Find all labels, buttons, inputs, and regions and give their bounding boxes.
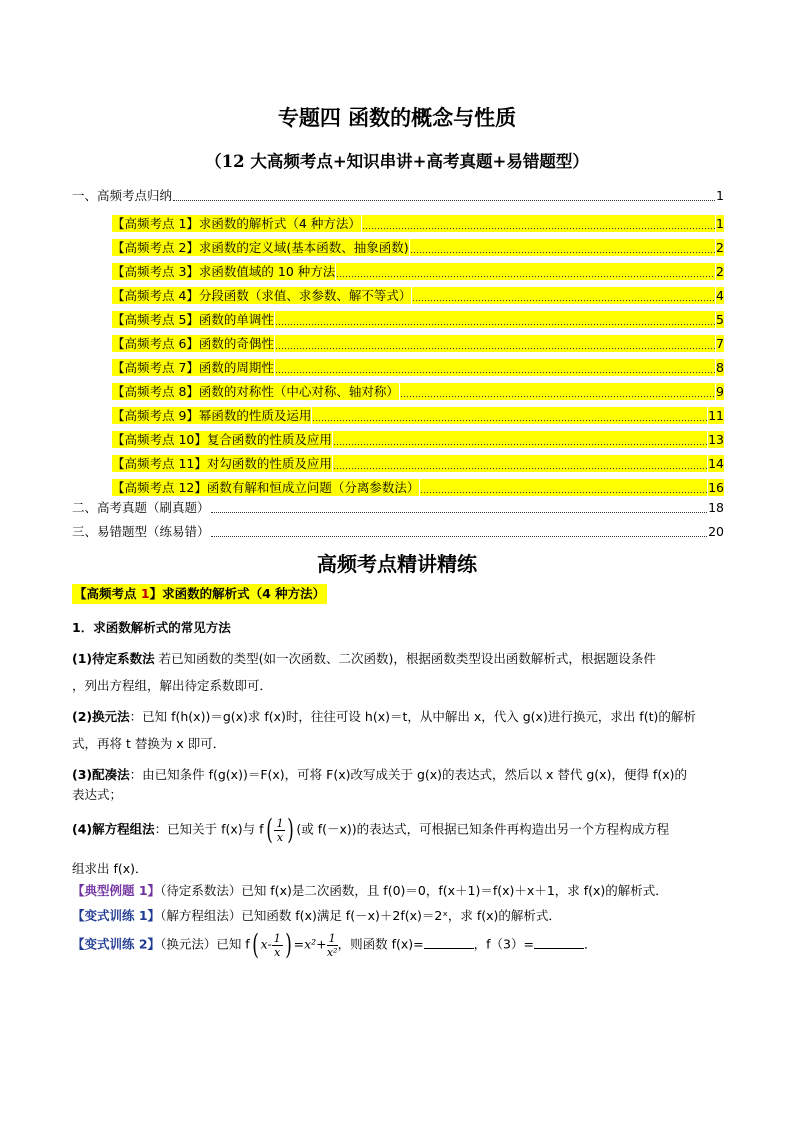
toc-label: 【高频考点 3】求函数值域的 10 种方法: [112, 264, 336, 279]
toc-subitem[interactable]: [72, 232, 724, 256]
example-1-label: 【典型例题 1】: [72, 883, 161, 898]
method-1-cont: ，列出方程组，解出待定系数即可．: [72, 678, 273, 693]
variant-2-label: 【变式训练 2】: [72, 936, 161, 952]
toc-label: 【高频考点 1】求函数的解析式（4 种方法）: [112, 216, 361, 231]
toc-subitem[interactable]: [72, 256, 724, 280]
toc-label: 【高频考点 11】对勾函数的性质及应用: [112, 456, 332, 471]
toc-label: 二、高考真题（刷真题）: [72, 500, 210, 515]
toc-subitem[interactable]: [72, 280, 724, 304]
toc-page-number: 2: [716, 240, 724, 255]
method-3-name: (3)配凑法: [72, 767, 130, 782]
left-paren-2: (: [251, 928, 259, 961]
toc-label: 一、高频考点归纳: [72, 188, 173, 203]
fraction-numerator-2: 1: [273, 931, 281, 945]
method-4-pre: ：已知关于 f(x)与 f: [154, 821, 264, 837]
toc-label: 三、易错题型（练易错）: [72, 524, 210, 539]
toc-page-number: 4: [716, 288, 724, 303]
toc-page-number: 1: [716, 216, 724, 231]
toc-page-number: 14: [708, 456, 724, 471]
topic-heading-suffix: 】求函数的解析式（4 种方法）: [149, 586, 326, 601]
toc-page-number: 16: [708, 480, 724, 495]
variant-2-post1: ，则函数 f(x)=: [337, 936, 424, 952]
toc-leader-dots: [275, 359, 715, 376]
toc-item[interactable]: [72, 520, 724, 544]
section-title: 高频考点精讲精练: [317, 552, 477, 576]
toc-leader-dots: [410, 239, 715, 256]
method-1: [72, 649, 724, 669]
right-paren: ): [287, 813, 295, 846]
method-4-name: (4)解方程组法: [72, 821, 155, 837]
toc-leader-dots: [211, 511, 708, 513]
toc-page-number: 20: [708, 524, 724, 539]
toc-page-number: 11: [708, 408, 724, 423]
method-2-text: ：已知 f(h(x))＝g(x)求 f(x)时，往往可设 h(x)＝t，从中解出 x，代入 g(x)进行换元，求出 f(t)的解析: [129, 709, 696, 724]
toc-label: 【高频考点 9】幂函数的性质及运用: [112, 408, 312, 423]
toc-leader-dots: [400, 383, 715, 400]
toc-label: 【高频考点 12】函数有解和恒成立问题（分离参数法）: [112, 480, 420, 495]
toc-leader-dots: [211, 535, 708, 537]
fraction-one-over-x-squared: [327, 932, 338, 959]
example-1: [72, 881, 724, 901]
toc-leader-dots: [312, 407, 707, 424]
fraction-one-over-x-2: [272, 932, 283, 959]
method-4-post: (或 f(－x))的表达式，可根据已知条件再构造出另一个方程构成方程: [296, 821, 670, 837]
toc-item[interactable]: [72, 496, 724, 520]
toc-subitem[interactable]: [72, 304, 724, 328]
left-paren: (: [265, 813, 273, 846]
toc-label: 【高频考点 10】复合函数的性质及应用: [112, 432, 332, 447]
toc-label: 【高频考点 6】函数的奇偶性: [112, 336, 274, 351]
method-3-text: ：由已知条件 f(g(x))＝F(x)，可将 F(x)改写成关于 g(x)的表达式，然后以 x 替代 g(x)，便得 f(x)的: [129, 767, 687, 782]
toc-subitem[interactable]: [72, 424, 724, 448]
toc-page-number: 2: [716, 264, 724, 279]
toc-leader-dots: [173, 199, 715, 201]
toc-subitem[interactable]: [72, 400, 724, 424]
topic-heading-prefix: 【高频考点: [74, 586, 141, 601]
toc-page-number: 7: [716, 336, 724, 351]
method-3: [72, 765, 724, 785]
toc-subitem[interactable]: [72, 352, 724, 376]
toc-label: 【高频考点 7】函数的周期性: [112, 360, 274, 375]
fraction-denominator: x: [276, 830, 284, 844]
toc-subitem[interactable]: [72, 376, 724, 400]
method-2-name: (2)换元法: [72, 709, 130, 724]
variant-2-pre: （换元法）已知 f: [160, 936, 250, 952]
method-2: [72, 707, 724, 727]
toc-leader-dots: [412, 287, 715, 304]
toc-subitem[interactable]: [72, 328, 724, 352]
variant-1: [72, 906, 724, 926]
toc-leader-dots: [275, 335, 715, 352]
variant-1-label: 【变式训练 1】: [72, 908, 161, 923]
variant-2-inner: x-: [260, 936, 272, 952]
toc-page-number: 1: [716, 188, 724, 203]
method-4: [72, 815, 724, 845]
method-4-cont: 组求出 f(x)．: [72, 861, 148, 876]
toc-leader-dots: [336, 263, 715, 280]
toc-subitem[interactable]: [72, 472, 724, 496]
variant-1-text: （解方程组法）已知函数 f(x)满足 f(－x)＋2f(x)＝2ˣ，求 f(x)的解析式．: [160, 908, 561, 923]
variant-2: [72, 930, 724, 960]
fraction-denominator-3: x²: [326, 945, 338, 959]
toc-page-number: 13: [708, 432, 724, 447]
topic-heading: [72, 584, 327, 604]
toc-page-number: 8: [716, 360, 724, 375]
variant-2-mid: =x²+: [293, 936, 327, 952]
variant-2-post2: ，f（3）=: [473, 936, 534, 952]
toc-leader-dots: [333, 431, 707, 448]
main-content: [72, 584, 724, 960]
variant-2-post3: ．: [583, 936, 597, 952]
fraction-numerator-3: 1: [328, 931, 336, 945]
toc-label: 【高频考点 4】分段函数（求值、求参数、解不等式）: [112, 288, 412, 303]
toc-item[interactable]: [72, 184, 724, 208]
example-1-text: （待定系数法）已知 f(x)是二次函数，且 f(0)＝0，f(x＋1)＝f(x)＋x＋1，求 f(x)的解析式．: [160, 883, 668, 898]
methods-heading: 1．求函数解析式的常见方法: [72, 620, 231, 635]
toc-leader-dots: [362, 215, 715, 232]
toc-label: 【高频考点 8】函数的对称性（中心对称、轴对称）: [112, 384, 399, 399]
toc-page-number: 5: [716, 312, 724, 327]
toc-subitem[interactable]: [72, 208, 724, 232]
toc-leader-dots: [333, 455, 707, 472]
fraction-numerator: 1: [276, 816, 284, 830]
topic-heading-number: 1: [140, 586, 150, 601]
toc-leader-dots: [275, 311, 715, 328]
fraction-denominator-2: x: [274, 945, 281, 959]
toc-label: 【高频考点 2】求函数的定义域(基本函数、抽象函数): [112, 240, 409, 255]
toc-page-number: 18: [708, 500, 724, 515]
method-1-name: (1)待定系数法: [72, 651, 155, 666]
toc-leader-dots: [420, 479, 707, 496]
toc-subitem[interactable]: [72, 448, 724, 472]
table-of-contents: [72, 184, 724, 544]
method-1-text: 若已知函数的类型(如一次函数、二次函数)，根据函数类型设出函数解析式，根据题设条件: [158, 651, 656, 666]
answer-blank-2[interactable]: [534, 936, 584, 949]
answer-blank-1[interactable]: [424, 936, 474, 949]
document-subtitle: （12 大高频考点+知识串讲+高考真题+易错题型）: [205, 152, 589, 171]
method-2-cont: 式，再将 t 替换为 x 即可．: [72, 736, 226, 751]
document-title: 专题四 函数的概念与性质: [277, 106, 517, 130]
right-paren-2: ): [284, 928, 292, 961]
fraction-one-over-x: [274, 817, 285, 844]
method-3-cont: 表达式；: [72, 787, 123, 802]
toc-label: 【高频考点 5】函数的单调性: [112, 312, 274, 327]
toc-page-number: 9: [716, 384, 724, 399]
